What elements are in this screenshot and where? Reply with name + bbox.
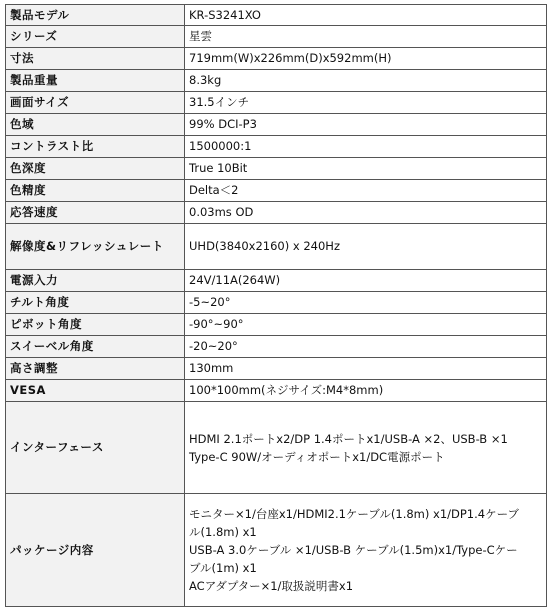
spec-label: 高さ調整 [6, 358, 185, 380]
spec-row-contrast [6, 136, 547, 158]
spec-label: チルト角度 [6, 292, 185, 314]
spec-label: 画面サイズ [6, 92, 185, 114]
spec-value: 99% DCI-P3 [185, 114, 547, 136]
spec-value-line: USB-A 3.0ケーブル ×1/USB-B ケーブル(1.5m)x1/Type-Cケー [189, 543, 518, 557]
spec-value: 130mm [185, 358, 547, 380]
spec-value: UHD(3840x2160) x 240Hz [185, 224, 547, 270]
spec-label: スイーベル角度 [6, 336, 185, 358]
spec-row-swivel [6, 336, 547, 358]
spec-label: ピボット角度 [6, 314, 185, 336]
spec-value-line: モニター×1/台座x1/HDMI2.1ケーブル(1.8m) x1/DP1.4ケーブ [189, 507, 520, 521]
spec-label: 解像度&リフレッシュレート [6, 224, 185, 270]
spec-row-height-adjust [6, 358, 547, 380]
spec-value: 1500000:1 [185, 136, 547, 158]
spec-value-line: ブル(1m) x1 [189, 561, 257, 575]
spec-value-line: ル(1.8m) x1 [189, 525, 257, 539]
spec-label: 色精度 [6, 180, 185, 202]
spec-row-series [6, 26, 547, 48]
spec-value: 719mm(W)x226mm(D)x592mm(H) [185, 48, 547, 70]
spec-label: 色深度 [6, 158, 185, 180]
spec-value: 100*100mm(ネジサイズ:M4*8mm) [185, 380, 547, 402]
spec-value: KR-S3241XO [185, 5, 547, 26]
spec-label: 電源入力 [6, 270, 185, 292]
spec-row-color-depth [6, 158, 547, 180]
spec-row-dimensions [6, 48, 547, 70]
spec-row-screen-size [6, 92, 547, 114]
spec-label: シリーズ [6, 26, 185, 48]
spec-row-color-gamut [6, 114, 547, 136]
spec-row-color-accuracy [6, 180, 547, 202]
spec-label: パッケージ内容 [6, 494, 185, 607]
spec-value: 31.5インチ [185, 92, 547, 114]
spec-row-interface [6, 402, 547, 494]
spec-row-vesa [6, 380, 547, 402]
spec-row-response-time [6, 202, 547, 224]
spec-row-weight [6, 70, 547, 92]
spec-table [5, 4, 547, 607]
spec-row-model [6, 5, 547, 26]
spec-sheet [5, 4, 547, 607]
spec-value-line: ACアダプター×1/取扱説明書x1 [189, 579, 354, 593]
spec-label: 応答速度 [6, 202, 185, 224]
spec-value [185, 402, 547, 494]
spec-label: VESA [6, 380, 185, 402]
spec-value: -90°~90° [185, 314, 547, 336]
spec-value: True 10Bit [185, 158, 547, 180]
spec-value: 8.3kg [185, 70, 547, 92]
spec-value: -20~20° [185, 336, 547, 358]
spec-value-line: HDMI 2.1ポートx2/DP 1.4ポートx1/USB-A ×2、USB-B ×1 [189, 431, 508, 446]
spec-value [185, 494, 547, 607]
spec-label: 寸法 [6, 48, 185, 70]
spec-label: インターフェース [6, 402, 185, 494]
spec-row-power-input [6, 270, 547, 292]
spec-value: 0.03ms OD [185, 202, 547, 224]
spec-row-tilt [6, 292, 547, 314]
spec-row-pivot [6, 314, 547, 336]
spec-label: コントラスト比 [6, 136, 185, 158]
spec-value: Delta＜2 [185, 180, 547, 202]
spec-label: 製品モデル [6, 5, 185, 26]
spec-label: 色域 [6, 114, 185, 136]
spec-value-line: Type-C 90W/オーディオポートx1/DC電源ポート [189, 449, 445, 464]
spec-value: 24V/11A(264W) [185, 270, 547, 292]
spec-row-package [6, 494, 547, 607]
spec-row-resolution [6, 224, 547, 270]
spec-label: 製品重量 [6, 70, 185, 92]
spec-value: -5~20° [185, 292, 547, 314]
spec-value: 星雲 [185, 26, 547, 48]
